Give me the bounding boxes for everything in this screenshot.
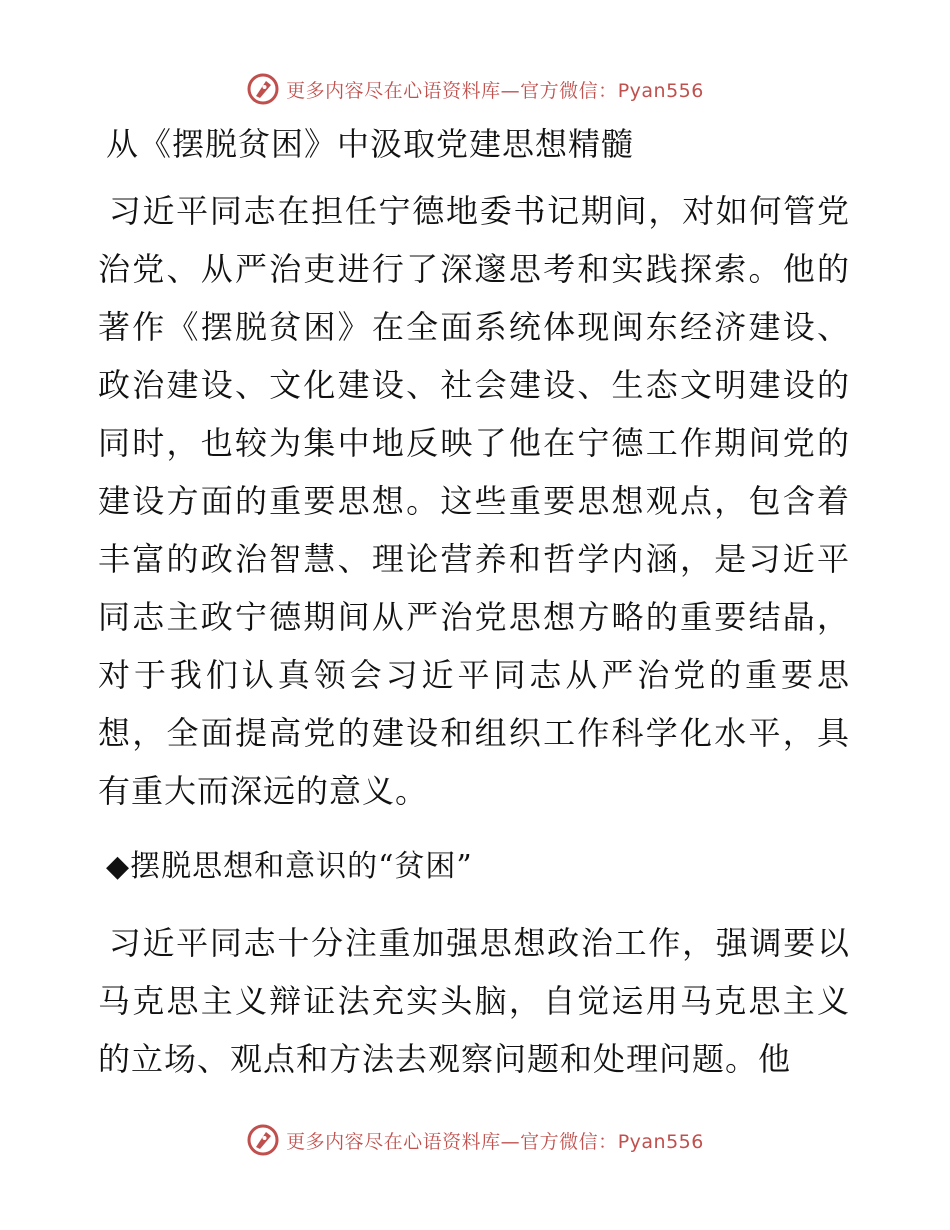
watermark-text: 更多内容尽在心语资料库—官方微信：Pyan556: [286, 1130, 704, 1153]
watermark-text: 更多内容尽在心语资料库—官方微信：Pyan556: [286, 79, 704, 102]
paragraph-1: 习近平同志在担任宁德地委书记期间，对如何管党治党、从严治吏进行了深邃思考和实践探索。他的著作《摆脱贫困》在全面系统体现闽东经济建设、政治建设、文化建设、社会建设、生态文明建设的同时，也较为集中地反映了他在宁德工作期间党的建设方面的重要思想。这些重要思想观点，包含着丰富的政治智慧、理论营养和哲学内涵，是习近平同志主政宁德期间从严治党思想方略的重要结晶，对于我们认真领会习近平同志从严治党的重要思想，全面提高党的建设和组织工作科学化水平，具有重大而深远的意义。: [98, 192, 850, 810]
paragraph-2: 习近平同志十分注重加强思想政治工作，强调要以马克思主义辩证法充实头脑，自觉运用马克思主义的立场、观点和方法去观察问题和处理问题。他: [98, 924, 850, 1078]
footer-watermark: [0, 1123, 950, 1157]
document-title: 从《摆脱贫困》中汲取党建思想精髓: [106, 125, 635, 163]
section-heading-1: ◆摆脱思想和意识的“贫困”: [106, 849, 473, 884]
document-body: [98, 118, 850, 1088]
pen-nib-circle-icon: [246, 1123, 280, 1157]
pen-nib-circle-icon: [246, 72, 280, 106]
header-watermark: [0, 72, 950, 106]
